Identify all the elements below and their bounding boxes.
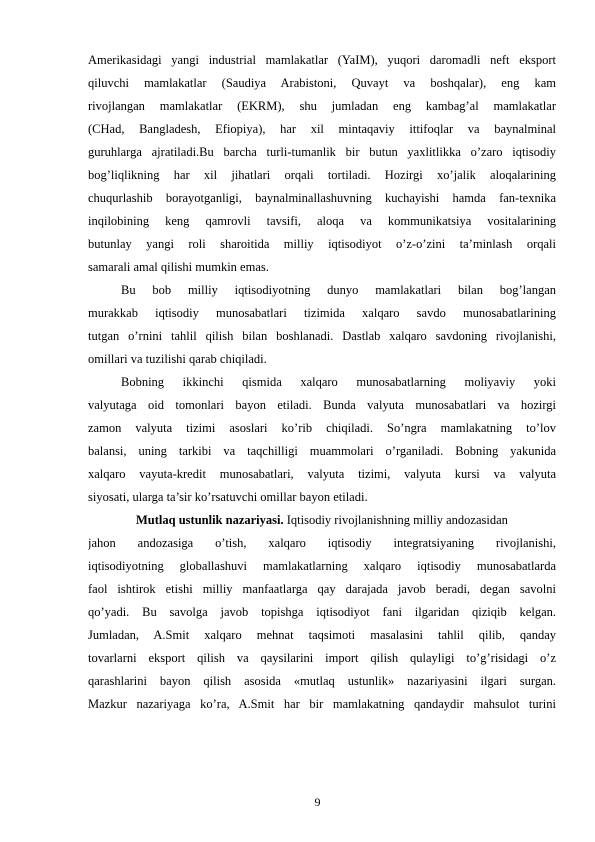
text-line: butunlay yangi roli sharoitida milliy iqtisodiyot o’z-o’zini ta’minlash orqali xyxy=(88,237,556,251)
text-line: balansi, uning tarkibi va taqchilligi muammolari o’rganiladi. Bobning yakunida xyxy=(88,444,556,458)
text-line: (CHad, Bangladesh, Efiopiya), har xil mintaqaviy ittifoqlar va baynalminal xyxy=(88,122,556,136)
section-heading-line xyxy=(136,510,556,530)
paragraph-start-line: Bu bob milliy iqtisodiyotning dunyo mamlakatlari bilan bog’langan xyxy=(121,283,556,297)
text-line: rivojlangan mamlakatlar (EKRM), shu jumladan eng kambag’al mamlakatlar xyxy=(88,99,556,113)
text-line: samarali amal qilishi mumkin emas. xyxy=(88,260,269,274)
text-line: Jumladan, A.Smit xalqaro mehnat taqsimoti masalasini tahlil qilib, qanday xyxy=(88,628,556,642)
text-line: qo’yadi. Bu savolga javob topishga iqtisodiyot fani ilgaridan qiziqib kelgan. xyxy=(88,605,556,619)
text-line: Mazkur nazariyaga ko’ra, A.Smit har bir mamlakatning qandaydir mahsulot turini xyxy=(88,697,556,711)
text-line: murakkab iqtisodiy munosabatlari tizimida xalqaro savdo munosabatlarining xyxy=(88,306,556,320)
text-line: bog’liqlikning har xil jihatlari orqali tortiladi. Hozirgi xo’jalik aloqalarining xyxy=(88,168,556,182)
text-line: iqtisodiyotning globallashuvi mamlakatlarning xalqaro iqtisodiy munosabatlarda xyxy=(88,559,556,573)
text-line: valyutaga oid tomonlari bayon etiladi. Bunda valyuta munosabatlari va hozirgi xyxy=(88,398,556,412)
page-number: 9 xyxy=(314,795,321,809)
section-heading: Mutlaq ustunlik nazariyasi. xyxy=(136,513,284,527)
text-line: tovarlarni eksport qilish va qaysilarini import qilish qulayligi to’g’risidagi o’z xyxy=(88,651,556,665)
paragraph-start-line: Bobning ikkinchi qismida xalqaro munosabatlarning moliyaviy yoki xyxy=(121,375,556,389)
text-line: Amerikasidagi yangi industrial mamlakatlar (YaIM), yuqori daromadli neft eksport xyxy=(88,53,556,67)
heading-continuation: Iqtisodiy rivojlanishning milliy andozasidan xyxy=(283,513,508,527)
text-line: guruhlarga ajratiladi.Bu barcha turli-tumanlik bir butun yaxlitlikka o’zaro iqtisodiy xyxy=(88,145,556,159)
text-line: zamon valyuta tizimi asoslari ko’rib chiqiladi. So’ngra mamlakatning to’lov xyxy=(88,421,556,435)
text-line: jahon andozasiga o’tish, xalqaro iqtisodiy integratsiyaning rivojlanishi, xyxy=(88,536,556,550)
text-line: qiluvchi mamlakatlar (Saudiya Arabistoni, Quvayt va boshqalar), eng kam xyxy=(88,76,556,90)
text-line: faol ishtirok etishi milliy manfaatlarga qay darajada javob beradi, degan savolni xyxy=(88,582,556,596)
text-line: xalqaro vayuta-kredit munosabatlari, valyuta tizimi, valyuta kursi va valyuta xyxy=(88,467,556,481)
text-line: tutgan o’rnini tahlil qilish bilan boshlanadi. Dastlab xalqaro savdoning rivojlanishi, xyxy=(88,329,556,343)
text-line: chuqurlashib borayotganligi, baynalminallashuvning kuchayishi hamda fan-texnika xyxy=(88,191,556,205)
text-line: inqilobining keng qamrovli tavsifi, aloqa va kommunikatsiya vositalarining xyxy=(88,214,556,228)
text-line: qarashlarini bayon qilish asosida «mutlaq ustunlik» nazariyasini ilgari surgan. xyxy=(88,674,556,688)
text-line: siyosati, ularga ta’sir ko’rsatuvchi omillar bayon etiladi. xyxy=(88,490,368,504)
text-line: omillari va tuzilishi qarab chiqiladi. xyxy=(88,352,267,366)
